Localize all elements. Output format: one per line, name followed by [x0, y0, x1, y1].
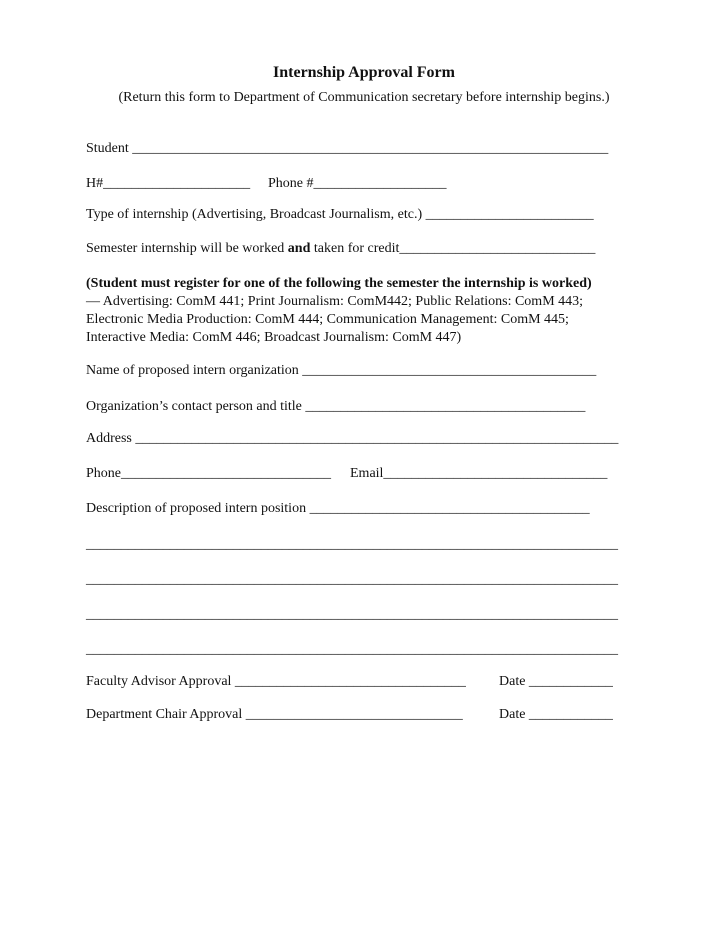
- email-field[interactable]: Email________________________________: [350, 466, 608, 481]
- chair-date-field[interactable]: Date ____________: [499, 707, 613, 722]
- form-subtitle: (Return this form to Department of Communication secretary before internship begins.): [118, 90, 610, 105]
- semester-label-a: Semester internship will be worked: [86, 241, 288, 256]
- semester-label-b: taken for credit____________________________: [310, 241, 596, 256]
- registration-notice: (Student must register for one of the following the semester the internship is worked): [86, 276, 592, 291]
- phone-field[interactable]: Phone______________________________: [86, 466, 331, 481]
- description-blank-line-2[interactable]: ____________________________________________________________________________: [86, 572, 618, 587]
- semester-and-bold: and: [287, 241, 311, 256]
- student-field[interactable]: Student ____________________________________________________________________: [86, 141, 609, 156]
- course-list-line-3: Interactive Media: ComM 446; Broadcast Journalism: ComM 447): [86, 330, 462, 345]
- description-blank-line-1[interactable]: ____________________________________________________________________________: [86, 537, 618, 552]
- description-blank-line-4[interactable]: ____________________________________________________________________________: [86, 642, 618, 657]
- course-list-line-2: Electronic Media Production: ComM 444; Communication Management: ComM 445;: [86, 312, 569, 327]
- description-blank-line-3[interactable]: ____________________________________________________________________________: [86, 607, 618, 622]
- address-field[interactable]: Address _____________________________________________________________________: [86, 431, 619, 446]
- description-field[interactable]: Description of proposed intern position ________________________________________: [86, 501, 590, 516]
- hnumber-field[interactable]: H#_____________________: [86, 176, 251, 191]
- chair-approval-field[interactable]: Department Chair Approval _______________________________: [86, 707, 463, 722]
- course-list-line-1: — Advertising: ComM 441; Print Journalism: ComM442; Public Relations: ComM 443;: [86, 294, 584, 309]
- internship-type-field[interactable]: Type of internship (Advertising, Broadcast Journalism, etc.) ________________________: [86, 207, 594, 222]
- faculty-approval-field[interactable]: Faculty Advisor Approval _________________________________: [86, 674, 466, 689]
- faculty-date-field[interactable]: Date ____________: [499, 674, 613, 689]
- contact-person-field[interactable]: Organization’s contact person and title ________________________________________: [86, 399, 586, 414]
- semester-field[interactable]: [86, 240, 595, 258]
- form-title: Internship Approval Form: [273, 64, 455, 81]
- organization-name-field[interactable]: Name of proposed intern organization __________________________________________: [86, 363, 597, 378]
- phone-number-field[interactable]: Phone #___________________: [268, 176, 447, 191]
